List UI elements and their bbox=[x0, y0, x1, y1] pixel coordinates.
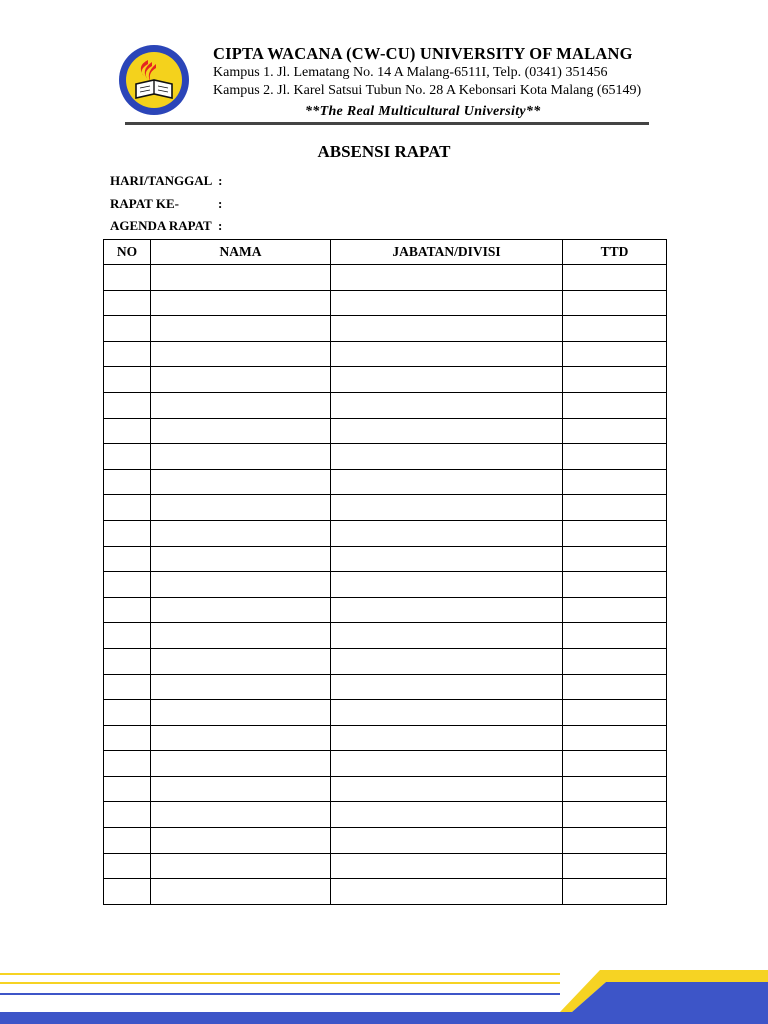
cell-nama[interactable] bbox=[151, 828, 331, 854]
cell-jabatan[interactable] bbox=[331, 674, 563, 700]
cell-jabatan[interactable] bbox=[331, 776, 563, 802]
cell-nama[interactable] bbox=[151, 648, 331, 674]
cell-ttd[interactable] bbox=[563, 316, 667, 342]
cell-jabatan[interactable] bbox=[331, 572, 563, 598]
cell-ttd[interactable] bbox=[563, 546, 667, 572]
table-row bbox=[104, 597, 667, 623]
table-row bbox=[104, 674, 667, 700]
institution-name: CIPTA WACANA (CW-CU) UNIVERSITY OF MALANG bbox=[213, 44, 633, 63]
cell-nama[interactable] bbox=[151, 725, 331, 751]
cell-jabatan[interactable] bbox=[331, 444, 563, 470]
field-agenda-label: AGENDA RAPAT : bbox=[110, 218, 223, 233]
cell-jabatan[interactable] bbox=[331, 623, 563, 649]
cell-jabatan[interactable] bbox=[331, 367, 563, 393]
table-row bbox=[104, 469, 667, 495]
table-row bbox=[104, 418, 667, 444]
cell-nama[interactable] bbox=[151, 418, 331, 444]
cell-ttd[interactable] bbox=[563, 879, 667, 905]
cell-nama[interactable] bbox=[151, 623, 331, 649]
table-row bbox=[104, 879, 667, 905]
cell-jabatan[interactable] bbox=[331, 290, 563, 316]
cell-ttd[interactable] bbox=[563, 290, 667, 316]
cell-ttd[interactable] bbox=[563, 341, 667, 367]
cell-nama[interactable] bbox=[151, 341, 331, 367]
cell-nama[interactable] bbox=[151, 597, 331, 623]
cell-nama[interactable] bbox=[151, 290, 331, 316]
table-row bbox=[104, 853, 667, 879]
table-row bbox=[104, 290, 667, 316]
cell-nama[interactable] bbox=[151, 802, 331, 828]
cell-jabatan[interactable] bbox=[331, 751, 563, 777]
cell-no[interactable] bbox=[104, 316, 151, 342]
cell-nama[interactable] bbox=[151, 546, 331, 572]
table-row bbox=[104, 776, 667, 802]
field-date bbox=[110, 170, 226, 193]
cell-jabatan[interactable] bbox=[331, 418, 563, 444]
cell-nama[interactable] bbox=[151, 392, 331, 418]
table-header-row bbox=[104, 240, 667, 265]
cell-nama[interactable] bbox=[151, 469, 331, 495]
cell-no[interactable] bbox=[104, 725, 151, 751]
table-row bbox=[104, 725, 667, 751]
cell-ttd[interactable] bbox=[563, 469, 667, 495]
table-row bbox=[104, 648, 667, 674]
letterhead-divider bbox=[125, 122, 649, 125]
cell-nama[interactable] bbox=[151, 674, 331, 700]
cell-ttd[interactable] bbox=[563, 265, 667, 291]
campus-2-address: Kampus 2. Jl. Karel Satsui Tubun No. 28 A Kebonsari Kota Malang (65149) bbox=[213, 83, 642, 98]
cell-nama[interactable] bbox=[151, 751, 331, 777]
cell-nama[interactable] bbox=[151, 853, 331, 879]
table-row bbox=[104, 623, 667, 649]
table-row bbox=[104, 316, 667, 342]
cell-ttd[interactable] bbox=[563, 623, 667, 649]
cell-ttd[interactable] bbox=[563, 495, 667, 521]
cell-no[interactable] bbox=[104, 853, 151, 879]
cell-ttd[interactable] bbox=[563, 392, 667, 418]
field-meeting-number-label: RAPAT KE- : bbox=[110, 195, 223, 211]
column-header-jabatan: JABATAN/DIVISI bbox=[331, 240, 563, 265]
field-agenda bbox=[110, 215, 226, 238]
cell-no[interactable] bbox=[104, 444, 151, 470]
cell-jabatan[interactable] bbox=[331, 392, 563, 418]
cell-no[interactable] bbox=[104, 572, 151, 598]
table-row bbox=[104, 392, 667, 418]
cell-nama[interactable] bbox=[151, 520, 331, 546]
table-row bbox=[104, 751, 667, 777]
table-row bbox=[104, 265, 667, 291]
table-row bbox=[104, 495, 667, 521]
cell-no[interactable] bbox=[104, 265, 151, 291]
university-emblem-icon bbox=[118, 44, 190, 116]
cell-no[interactable] bbox=[104, 469, 151, 495]
cell-no[interactable] bbox=[104, 802, 151, 828]
cell-no[interactable] bbox=[104, 751, 151, 777]
document-title: ABSENSI RAPAT bbox=[317, 142, 451, 161]
cell-jabatan[interactable] bbox=[331, 520, 563, 546]
cell-ttd[interactable] bbox=[563, 444, 667, 470]
table-row bbox=[104, 341, 667, 367]
cell-no[interactable] bbox=[104, 495, 151, 521]
cell-no[interactable] bbox=[104, 418, 151, 444]
field-date-label: HARI/TANGGAL : bbox=[110, 173, 223, 188]
cell-ttd[interactable] bbox=[563, 853, 667, 879]
table-row bbox=[104, 444, 667, 470]
column-header-nama: NAMA bbox=[151, 240, 331, 265]
meeting-info bbox=[110, 170, 226, 238]
cell-nama[interactable] bbox=[151, 444, 331, 470]
letterhead bbox=[213, 44, 653, 121]
cell-ttd[interactable] bbox=[563, 572, 667, 598]
column-header-ttd: TTD bbox=[563, 240, 667, 265]
cell-no[interactable] bbox=[104, 623, 151, 649]
cell-jabatan[interactable] bbox=[331, 802, 563, 828]
cell-jabatan[interactable] bbox=[331, 469, 563, 495]
cell-no[interactable] bbox=[104, 367, 151, 393]
cell-no[interactable] bbox=[104, 520, 151, 546]
cell-jabatan[interactable] bbox=[331, 546, 563, 572]
cell-nama[interactable] bbox=[151, 572, 331, 598]
table-row bbox=[104, 546, 667, 572]
cell-jabatan[interactable] bbox=[331, 341, 563, 367]
table-row bbox=[104, 828, 667, 854]
cell-ttd[interactable] bbox=[563, 520, 667, 546]
cell-no[interactable] bbox=[104, 700, 151, 726]
cell-jabatan[interactable] bbox=[331, 700, 563, 726]
campus-1-address: Kampus 1. Jl. Lematang No. 14 A Malang-6511I, Telp. (0341) 351456 bbox=[213, 65, 608, 80]
cell-nama[interactable] bbox=[151, 495, 331, 521]
tagline: **The Real Multicultural University** bbox=[305, 104, 541, 119]
cell-no[interactable] bbox=[104, 776, 151, 802]
cell-no[interactable] bbox=[104, 341, 151, 367]
cell-ttd[interactable] bbox=[563, 674, 667, 700]
cell-nama[interactable] bbox=[151, 879, 331, 905]
column-header-no: NO bbox=[104, 240, 151, 265]
table-row bbox=[104, 520, 667, 546]
cell-jabatan[interactable] bbox=[331, 316, 563, 342]
cell-no[interactable] bbox=[104, 290, 151, 316]
cell-no[interactable] bbox=[104, 879, 151, 905]
cell-jabatan[interactable] bbox=[331, 853, 563, 879]
cell-nama[interactable] bbox=[151, 265, 331, 291]
cell-no[interactable] bbox=[104, 597, 151, 623]
footer-decoration bbox=[0, 960, 768, 1024]
cell-ttd[interactable] bbox=[563, 648, 667, 674]
cell-ttd[interactable] bbox=[563, 828, 667, 854]
cell-no[interactable] bbox=[104, 828, 151, 854]
cell-ttd[interactable] bbox=[563, 597, 667, 623]
cell-ttd[interactable] bbox=[563, 418, 667, 444]
table-row bbox=[104, 367, 667, 393]
cell-no[interactable] bbox=[104, 648, 151, 674]
cell-ttd[interactable] bbox=[563, 776, 667, 802]
cell-ttd[interactable] bbox=[563, 802, 667, 828]
cell-jabatan[interactable] bbox=[331, 597, 563, 623]
field-meeting-number bbox=[110, 193, 226, 216]
cell-jabatan[interactable] bbox=[331, 495, 563, 521]
cell-jabatan[interactable] bbox=[331, 648, 563, 674]
table-row bbox=[104, 700, 667, 726]
cell-ttd[interactable] bbox=[563, 751, 667, 777]
cell-ttd[interactable] bbox=[563, 367, 667, 393]
attendance-rows bbox=[104, 265, 667, 905]
cell-ttd[interactable] bbox=[563, 700, 667, 726]
cell-jabatan[interactable] bbox=[331, 828, 563, 854]
cell-jabatan[interactable] bbox=[331, 725, 563, 751]
cell-ttd[interactable] bbox=[563, 725, 667, 751]
cell-no[interactable] bbox=[104, 674, 151, 700]
cell-nama[interactable] bbox=[151, 367, 331, 393]
table-row bbox=[104, 572, 667, 598]
cell-no[interactable] bbox=[104, 546, 151, 572]
cell-nama[interactable] bbox=[151, 316, 331, 342]
cell-jabatan[interactable] bbox=[331, 879, 563, 905]
cell-nama[interactable] bbox=[151, 776, 331, 802]
table-row bbox=[104, 802, 667, 828]
cell-nama[interactable] bbox=[151, 700, 331, 726]
attendance-table bbox=[103, 239, 667, 905]
cell-jabatan[interactable] bbox=[331, 265, 563, 291]
cell-no[interactable] bbox=[104, 392, 151, 418]
